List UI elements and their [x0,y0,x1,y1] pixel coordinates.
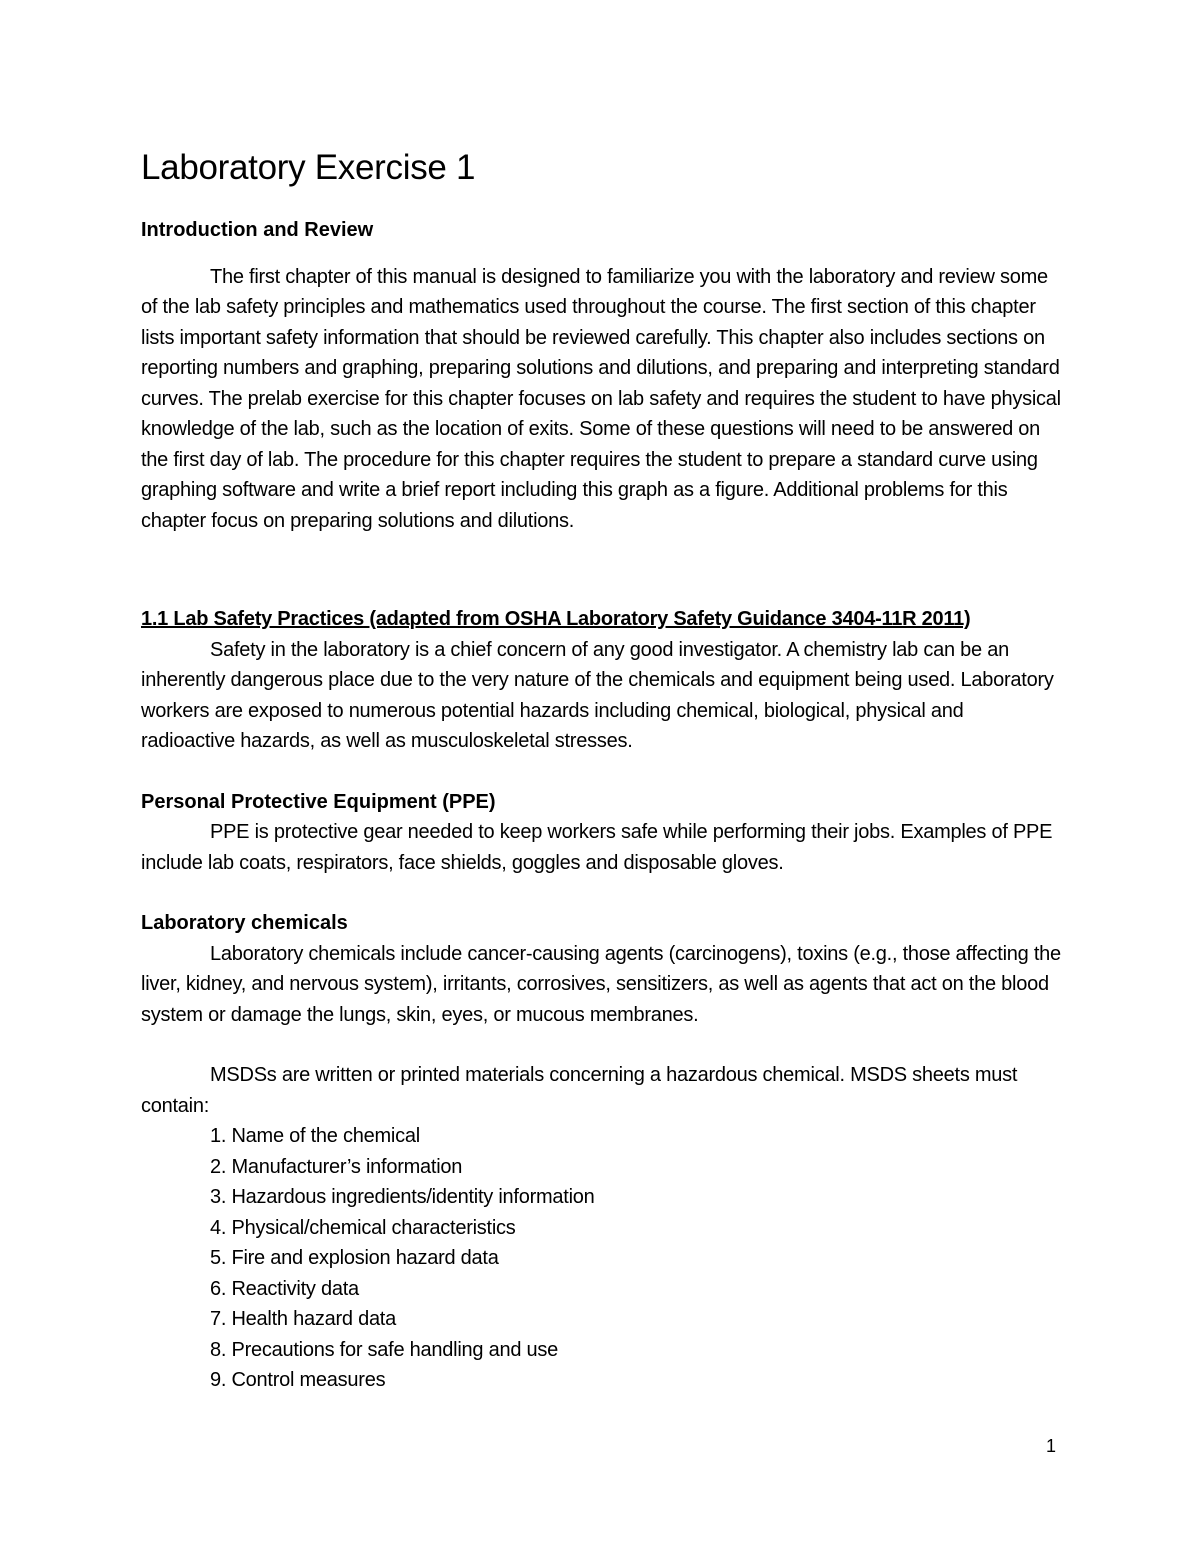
section-paragraph-lab-safety: Safety in the laboratory is a chief concern of any good investigator. A chemistry lab can be an inherently dangerous place due to the very nature of the chemicals and equipment being used. Laboratory workers are exposed to numerous potential hazards including chemical, biological, physical and radioactive hazards, as well as musculoskeletal stresses. [141,638,1054,752]
list-item: 2. Manufacturer’s information [210,1155,463,1178]
page-number: 1 [1046,1436,1057,1456]
list-item: 6. Reactivity data [210,1277,359,1300]
intro-paragraph: The first chapter of this manual is designed to familiarize you with the laboratory and review some of the lab safety principles and mathematics used throughout the course. The first section of this chapter lists important safety information that should be reviewed carefully. This chapter also includes sections on reporting numbers and graphing, preparing solutions and dilutions, and preparing and interpreting standard curves. The prelab exercise for this chapter focuses on lab safety and requires the student to have physical knowledge of the lab, such as the location of exits. Some of these questions will need to be answered on the first day of lab. The procedure for this chapter requires the student to prepare a standard curve using graphing software and write a brief report including this graph as a figure. Additional problems for this chapter focus on preparing solutions and dilutions. [141,265,1061,532]
msds-requirements-list [141,1121,1061,1396]
list-item: 4. Physical/chemical characteristics [210,1216,516,1239]
intro-heading: Introduction and Review [141,219,374,241]
chemicals-heading: Laboratory chemicals [141,912,348,934]
msds-paragraph: MSDSs are written or printed materials concerning a hazardous chemical. MSDS sheets must contain: [141,1064,1018,1117]
list-item: 3. Hazardous ingredients/identity information [210,1186,595,1208]
page-content [141,146,1061,1396]
section-heading-lab-safety: 1.1 Lab Safety Practices (adapted from OSHA Laboratory Safety Guidance 3404-11R 2011) [141,608,971,630]
page-title: Laboratory Exercise 1 [141,148,476,187]
list-item: 5. Fire and explosion hazard data [210,1247,499,1269]
list-item: 8. Precautions for safe handling and use [210,1338,559,1361]
ppe-paragraph: PPE is protective gear needed to keep workers safe while performing their jobs. Examples of PPE include lab coats, respirators, face shields, goggles and disposable gloves. [141,821,1053,874]
list-item: 7. Health hazard data [210,1308,396,1330]
chemicals-paragraph: Laboratory chemicals include cancer-causing agents (carcinogens), toxins (e.g., those affecting the liver, kidney, and nervous system), irritants, corrosives, sensitizers, as well as agents that act on the blood system or damage the lungs, skin, eyes, or mucous membranes. [141,942,1061,1026]
list-item: 9. Control measures [210,1369,386,1391]
list-item: 1. Name of the chemical [210,1125,420,1147]
ppe-heading: Personal Protective Equipment (PPE) [141,790,496,813]
